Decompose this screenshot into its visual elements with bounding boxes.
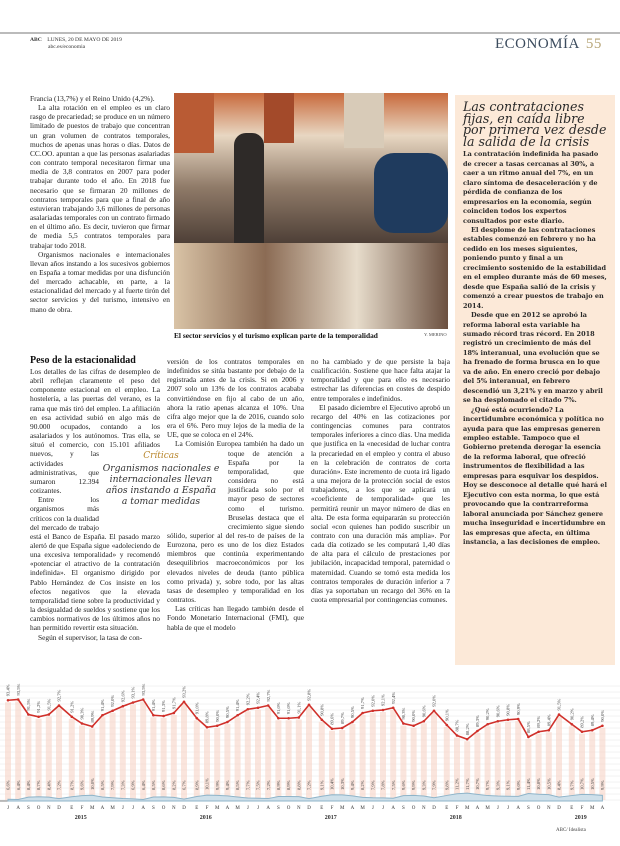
indefinidos-value-label: 8,5% bbox=[100, 780, 105, 790]
temporales-point bbox=[361, 712, 364, 715]
temporales-point bbox=[236, 714, 239, 717]
indefinidos-value-label: 10,1% bbox=[204, 778, 210, 790]
month-label: M bbox=[214, 806, 220, 811]
temporales-point bbox=[226, 721, 229, 724]
indefinidos-value-label: 7,5% bbox=[390, 780, 396, 790]
month-label: J bbox=[246, 806, 249, 811]
indefinidos-value-label: 9,9% bbox=[600, 780, 605, 790]
month-label: J bbox=[507, 806, 509, 811]
temporales-point bbox=[433, 709, 436, 712]
month-label: D bbox=[307, 806, 311, 811]
indefinidos-value-label: 8,6% bbox=[161, 780, 167, 790]
paragraph: versión de los contratos temporales en indefinidos se sitúa bastante por debajo de la registrada antes de la crisis. Si en 2006 y 2007 solo un 13% de los contratos acababa convirtiéndose en fijo al cabo de un año, ahora la ratio apenas alcanza el 10%. Una cifra algo mejor que la de 2016, cuando solo era el 6%. Pero muy lejos de la media de la UE, que se coloca en el 24%. bbox=[167, 357, 304, 440]
temporales-value-label: 92,7% bbox=[265, 689, 271, 702]
indefinidos-value-label: 9,6% bbox=[401, 780, 406, 790]
month-label: O bbox=[286, 806, 291, 811]
col-a-seg1: Los detalles de las cifras de desempleo de abril reflejan claramente el peso del componente estacional en el empleo. La hostelería, a las puertas del verano, es la rama que más tiró del empleo. La afiliación en esa actividad subió en algo más de 90.000 ocupados, contando a los asalariados y los autónomos. Tras ella, se situó el comercio, con 15.101 bbox=[30, 367, 160, 450]
temporales-value-label: 92,4% bbox=[390, 691, 396, 704]
temporales-value-label: 89,3% bbox=[475, 715, 480, 727]
temporales-point bbox=[162, 715, 165, 718]
temporales-point bbox=[216, 724, 219, 727]
temporales-point bbox=[277, 717, 280, 720]
temporales-value-label: 90,6% bbox=[421, 705, 427, 718]
temporales-point bbox=[173, 712, 176, 715]
section-title: ECONOMÍA bbox=[495, 36, 580, 52]
temporales-value-label: 93,5% bbox=[140, 683, 146, 696]
temporales-value-label: 89,4% bbox=[546, 714, 552, 727]
month-label: A bbox=[475, 806, 480, 811]
month-label: D bbox=[432, 806, 436, 811]
temporales-value-label: 93,1% bbox=[130, 686, 136, 699]
month-label: S bbox=[152, 806, 155, 811]
temporales-value-label: 93,2% bbox=[181, 685, 187, 698]
photo-credit: Y. MERINO bbox=[424, 332, 447, 337]
temporales-point bbox=[48, 713, 51, 716]
temporales-value-label: 89,8% bbox=[204, 711, 210, 724]
month-label: J bbox=[496, 806, 499, 811]
temporales-value-label: 92,8% bbox=[306, 688, 312, 701]
temporales-point bbox=[341, 727, 344, 730]
indefinidos-value-label: 7,2% bbox=[265, 780, 271, 790]
month-label: N bbox=[171, 806, 176, 811]
indefinidos-value-label: 8,5% bbox=[151, 780, 156, 790]
temporales-line bbox=[8, 700, 602, 740]
month-label: J bbox=[382, 806, 384, 811]
indefinidos-value-label: 8,5% bbox=[235, 780, 241, 790]
top-column bbox=[30, 94, 170, 314]
month-label: N bbox=[296, 806, 301, 811]
temporales-point bbox=[558, 713, 561, 716]
indefinidos-value-label: 10,8% bbox=[536, 778, 542, 790]
temporales-point bbox=[81, 722, 84, 725]
indefinidos-value-label: 11,2% bbox=[454, 778, 460, 790]
temporales-point bbox=[122, 705, 125, 708]
indefinidos-value-label: 9,0% bbox=[515, 780, 521, 790]
temporales-value-label: 93,4% bbox=[5, 684, 11, 697]
indefinidos-value-label: 9,6% bbox=[79, 780, 85, 790]
indefinidos-value-label: 7,7% bbox=[245, 780, 251, 790]
temporales-point bbox=[7, 699, 10, 702]
col-b-seg2: La Comisión Europea también ha dado un toque de atención a España por la temporalidad, que considera no está justificada solo por el mayor peso de sectores como el turismo. Bruselas destaca que el crecimiento sigue siendo sólido, superior al del res- bbox=[167, 439, 304, 540]
temporales-value-label: 90,3% bbox=[401, 707, 406, 720]
col-a-seg2b: Entre los organismos más críticos con la dualidad del mercado de trabajo está el Banco de España. El pasado marzo alertó de que España sigue «adoleciendo de una bbox=[30, 495, 160, 560]
temporales-point bbox=[196, 717, 199, 720]
indefinidos-area bbox=[8, 793, 602, 801]
temporales-point bbox=[372, 709, 375, 712]
temporales-value-label: 90,8% bbox=[319, 703, 325, 716]
month-label: E bbox=[195, 806, 199, 811]
paragraph: El pasado diciembre el Ejecutivo aprobó un recargo del 40% en las cotizaciones por contingencias comunes para contratos temporales inferiores a cinco días. Una medida que justifica en la «necesidad de luchar contra la precariedad en el empleo y contra el abuso en la celebración de contratos de corta duración». Este incremento de cuota irá ligado a una mejora de la protección social de estos trabajadores, a los que se aplicará un «coeficiente de temporalidad» que les permitirá reunir un mayor número de días en alta. De esta forma equipararán su protección social «con quienes han podido suscribir un contrato con una duración más amplia». Por cada día cotizado se les computará 1,40 días de alta para el cálculo de prestaciones por jubilación, incapacidad temporal, paternidad o maternidad. Cuando se tomó esta medida los contratos temporales de duración inferior a 7 días ya soportaban un recargo del 36% en la cuota empresarial por contingencias comunes. bbox=[311, 402, 450, 605]
temporales-value-label: 91,1% bbox=[296, 701, 302, 714]
month-label: A bbox=[600, 806, 605, 811]
temporales-value-label: 91,7% bbox=[360, 697, 366, 709]
temporales-point bbox=[91, 725, 94, 728]
temporales-point bbox=[206, 726, 209, 729]
temporales-value-label: 91,4% bbox=[151, 699, 156, 712]
temporales-value-label: 90,5% bbox=[350, 706, 355, 718]
temporales-point bbox=[142, 698, 145, 701]
temporales-value-label: 91,3% bbox=[161, 700, 167, 712]
year-label: 2015 bbox=[74, 815, 87, 821]
year-label: 2017 bbox=[324, 815, 337, 821]
paragraph: Organismos nacionales e internacionales llevan años instando a los sucesivos gobiernos en España a tomar medidas por una disfunción del mercado achacable, en parte, a la estacionalidad del mercado y al fuerte tirón del sector servicios y del turismo, intensivo en mano de obra. bbox=[30, 249, 170, 314]
indefinidos-value-label: 9,7% bbox=[569, 780, 575, 790]
month-label: E bbox=[320, 806, 324, 811]
indefinidos-value-label: 11,4% bbox=[526, 778, 531, 790]
month-label: A bbox=[100, 806, 105, 811]
indefinidos-value-label: 6,4% bbox=[15, 780, 21, 790]
temporales-point bbox=[402, 722, 405, 725]
paragraph: Francia (13,7%) y el Reino Unido (4,2%). bbox=[30, 94, 155, 103]
indefinidos-value-label: 7,3% bbox=[120, 780, 126, 790]
temporales-point bbox=[351, 721, 354, 724]
month-label: F bbox=[455, 806, 459, 811]
temporales-point bbox=[486, 723, 489, 726]
temporales-point bbox=[37, 715, 40, 718]
month-label: A bbox=[350, 806, 355, 811]
indefinidos-value-label: 10,4% bbox=[329, 778, 335, 790]
temporales-value-label: 92,1% bbox=[380, 694, 386, 706]
indefinidos-value-label: 7,9% bbox=[110, 780, 116, 790]
month-label: A bbox=[225, 806, 230, 811]
temporales-value-label: 89,4% bbox=[589, 714, 595, 727]
contracts-chart bbox=[0, 676, 620, 838]
month-label: N bbox=[546, 806, 551, 811]
temporales-point bbox=[412, 724, 415, 727]
month-label: A bbox=[516, 806, 521, 811]
temporales-point bbox=[507, 718, 510, 721]
page-number: 55 bbox=[585, 36, 602, 52]
paragraph: La alta rotación en el empleo es un claro rasgo de precariedad; se produce en un número limitado de puestos de trabajo que concentran un gran volumen de contratos temporales, muchos de apenas unas horas o días. Datos de CC.OO. apuntan a que las personas asalariadas con contrato temporal necesitaron firmar una media de 3,8 contratos en 2007 para poder trabajar durante todo el año. En 2018 fue necesario que se firmaran 20 millones de contratos temporales para que a final de año estuvieran trabajando 3,6 millones de personas asalariadas temporales con un contrato firmado en el último año. Es decir, tuvieron que firmar de media 5,5 contratos temporales para trabajar todo 2018. bbox=[30, 103, 170, 250]
indefinidos-value-label: 6,7% bbox=[181, 780, 187, 790]
col-b bbox=[167, 357, 304, 632]
temporales-value-label: 90,0% bbox=[411, 709, 417, 722]
temporales-value-label: 88,5% bbox=[526, 721, 531, 733]
temporales-value-label: 89,9% bbox=[89, 710, 95, 723]
temporales-value-label: 90,2% bbox=[485, 708, 491, 721]
indefinidos-value-label: 9,3% bbox=[421, 780, 427, 790]
month-label: S bbox=[277, 806, 280, 811]
indefinidos-value-label: 7,9% bbox=[370, 780, 376, 790]
temporales-value-label: 90,0% bbox=[600, 709, 605, 722]
temporales-value-label: 90,9% bbox=[515, 703, 521, 715]
temporales-point bbox=[456, 734, 459, 737]
month-stripe bbox=[464, 741, 470, 800]
temporales-value-label: 89,2% bbox=[536, 715, 542, 728]
indefinidos-value-label: 10,5% bbox=[589, 778, 595, 790]
indefinidos-value-label: 8,2% bbox=[171, 780, 177, 790]
indefinidos-value-label: 9,9% bbox=[411, 780, 417, 790]
indefinidos-value-label: 6,6% bbox=[5, 780, 11, 790]
temporales-point bbox=[321, 718, 324, 721]
month-label: N bbox=[46, 806, 51, 811]
temporales-value-label: 91,2% bbox=[36, 700, 42, 713]
temporales-point bbox=[132, 701, 135, 704]
temporales-point bbox=[423, 720, 426, 723]
month-label: M bbox=[235, 806, 240, 811]
temporales-point bbox=[152, 714, 155, 717]
temporales-value-label: 91,5% bbox=[26, 698, 31, 711]
article-lower-section bbox=[0, 355, 455, 642]
month-label: M bbox=[89, 806, 95, 811]
temporales-value-label: 90,3% bbox=[79, 707, 85, 720]
month-label: M bbox=[360, 806, 365, 811]
paragraph bbox=[30, 367, 220, 508]
temporales-value-label: 89,7% bbox=[339, 712, 345, 724]
date: LUNES, 20 DE MAYO DE 2019 bbox=[47, 37, 122, 43]
month-label: J bbox=[257, 806, 259, 811]
month-label: N bbox=[421, 806, 426, 811]
indefinidos-value-label: 8,2% bbox=[360, 780, 366, 790]
brand: ABC bbox=[30, 37, 42, 43]
month-label: A bbox=[141, 806, 146, 811]
temporales-value-label: 91,0% bbox=[286, 702, 292, 715]
month-label: F bbox=[80, 806, 84, 811]
indefinidos-value-label: 8,8% bbox=[296, 780, 302, 790]
temporales-point bbox=[308, 703, 311, 706]
temporales-value-label: 90,5% bbox=[225, 706, 230, 718]
indefinidos-value-label: 6,4% bbox=[140, 780, 146, 790]
temporales-value-label: 90,0% bbox=[214, 709, 220, 722]
temporales-point bbox=[601, 724, 604, 727]
temporales-value-label: 90,8% bbox=[505, 703, 511, 716]
temporales-point bbox=[71, 715, 74, 718]
temporales-point bbox=[571, 723, 574, 726]
temporales-point bbox=[537, 730, 540, 733]
sidebar-paragraph: Desde que en 2012 se aprobó la reforma laboral esta variable ha sumado récord tras récord. En 2018 registró un crecimiento de más del 18% interanual, una evolución que se ha frenado de forma brusca en lo que va de año. En enero creció por debajo del 5% interanual, en febrero descendió un 3,21% y en marzo y abril se ha desplomado el citado 7%. bbox=[463, 311, 603, 405]
indefinidos-value-label: 9,7% bbox=[485, 780, 491, 790]
temporales-value-label: 91,7% bbox=[171, 697, 177, 709]
temporales-value-label: 90,6% bbox=[495, 705, 501, 718]
temporales-value-label: 92,7% bbox=[56, 689, 62, 702]
indefinidos-value-label: 9,3% bbox=[495, 780, 501, 790]
year-label: 2016 bbox=[199, 815, 212, 821]
temporales-value-label: 92,0% bbox=[110, 694, 116, 707]
temporales-point bbox=[298, 716, 301, 719]
temporales-value-label: 92,4% bbox=[255, 691, 261, 704]
temporales-point bbox=[331, 727, 334, 730]
indefinidos-value-label: 8,9% bbox=[194, 780, 200, 790]
temporales-value-label: 89,2% bbox=[579, 715, 585, 728]
temporales-point bbox=[517, 718, 520, 721]
temporales-value-label: 92,6% bbox=[120, 690, 126, 703]
url: abc.es/economia bbox=[48, 43, 86, 50]
temporales-point bbox=[27, 713, 30, 716]
temporales-value-label: 88,2% bbox=[464, 723, 470, 736]
indefinidos-value-label: 10,0% bbox=[89, 778, 95, 790]
indefinidos-value-label: 9,4% bbox=[225, 780, 230, 790]
temporales-value-label: 92,0% bbox=[370, 694, 376, 707]
subheading: Peso de la estacionalidad bbox=[30, 355, 136, 366]
temporales-value-label: 90,1% bbox=[444, 709, 450, 721]
temporales-point bbox=[257, 706, 260, 709]
month-label: M bbox=[485, 806, 490, 811]
indefinidos-value-label: 9,9% bbox=[214, 780, 220, 790]
month-label: O bbox=[36, 806, 41, 811]
month-label: O bbox=[536, 806, 541, 811]
temporales-point bbox=[111, 709, 114, 712]
temporales-value-label: 91,0% bbox=[194, 702, 200, 715]
chart-credit: ABC/ Idealista bbox=[556, 828, 586, 833]
temporales-value-label: 89,6% bbox=[329, 712, 335, 725]
month-label: A bbox=[266, 806, 271, 811]
col-a-seg2a: afiliados nuevos, y las actividades administrativas, que sumaron 12.394 cotizantes. bbox=[30, 440, 160, 496]
paragraph: no ha cambiado y de que persiste la baja cualificación. Sostiene que hace falta atajar la temporalidad y que para ello es necesario estrechar las diferencias en costes de despido entre temporales e indefinidos. bbox=[311, 357, 450, 403]
temporales-value-label: 91,4% bbox=[100, 699, 105, 712]
temporales-value-label: 91,2% bbox=[69, 700, 75, 713]
temporales-value-label: 88,7% bbox=[454, 719, 460, 732]
month-label: E bbox=[70, 806, 74, 811]
col-b-seg3: to de países de la Eurozona, pero es uno de los diez Estados miembros que continúa experimentando desequilibrios macroeconómicos por los elevados niveles de deuda (tanto pública como privada) y, sobre todo, por las altas tasas de desempleo y temporalidad en los contratos. bbox=[167, 530, 304, 605]
temporales-point bbox=[101, 714, 104, 717]
indefinidos-value-label: 9,1% bbox=[505, 780, 511, 790]
indefinidos-value-label: 10,5% bbox=[546, 778, 552, 790]
indefinidos-value-label: 9,1% bbox=[319, 780, 325, 790]
month-label: D bbox=[57, 806, 61, 811]
year-label: 2018 bbox=[449, 815, 462, 821]
col-a bbox=[30, 355, 220, 642]
month-label: O bbox=[161, 806, 166, 811]
month-label: M bbox=[110, 806, 115, 811]
month-label: A bbox=[16, 806, 21, 811]
temporales-value-label: 92,0% bbox=[431, 694, 437, 707]
sidebar-box bbox=[455, 95, 615, 665]
indefinidos-value-label: 10,7% bbox=[475, 778, 480, 790]
indefinidos-value-label: 7,2% bbox=[306, 780, 312, 790]
masthead bbox=[30, 37, 122, 50]
month-label: D bbox=[557, 806, 561, 811]
indefinidos-value-label: 7,8% bbox=[380, 780, 386, 790]
month-label: F bbox=[580, 806, 584, 811]
temporales-value-label: 91,5% bbox=[556, 698, 562, 711]
month-label: J bbox=[7, 806, 9, 811]
indefinidos-value-label: 11,7% bbox=[464, 778, 470, 790]
month-label: A bbox=[391, 806, 396, 811]
pull-quote-text: Organismos nacionales e internacionales llevan años instando a España a tomar medidas bbox=[102, 463, 220, 508]
temporales-value-label: 91,5% bbox=[46, 698, 52, 711]
temporales-point bbox=[548, 729, 551, 732]
temporales-point bbox=[183, 700, 186, 703]
temporales-point bbox=[581, 730, 584, 733]
temporales-point bbox=[497, 720, 500, 723]
photo-caption: El sector servicios y el turismo explican parte de la temporalidad bbox=[174, 331, 378, 340]
month-label: O bbox=[411, 806, 416, 811]
temporales-point bbox=[527, 736, 530, 739]
indefinidos-value-label: 10,7% bbox=[579, 778, 585, 790]
month-label: E bbox=[570, 806, 574, 811]
pull-quote-slot bbox=[102, 449, 220, 525]
indefinidos-value-label: 9,4% bbox=[350, 780, 355, 790]
month-label: J bbox=[132, 806, 134, 811]
temporales-value-label: 93,5% bbox=[15, 683, 21, 696]
indefinidos-value-label: 8,4% bbox=[26, 780, 31, 790]
month-label: S bbox=[527, 806, 530, 811]
sidebar-paragraph: El desplome de las contrataciones estables comenzó en febrero y no ha cedido en los meses siguientes, poniendo punto y final a un crecimiento sostenido de la estabilidad en el empleo durante más de 60 meses, desde que España salió de la crisis y comenzó a crear puestos de trabajo en 2014. bbox=[463, 226, 607, 310]
sidebar-title: Las contrataciones fijas, en caída libre por primera vez desde la salida de la crisis bbox=[463, 99, 607, 149]
temporales-point bbox=[392, 706, 395, 709]
indefinidos-value-label: 6,9% bbox=[130, 780, 136, 790]
paragraph: Según el supervisor, la tasa de con- bbox=[38, 632, 143, 642]
sidebar-paragraph: ¿Qué está ocurriendo? La incertidumbre económica y política no ayuda para que las empresas generen empleo estable. Tampoco que el Gobierno pretenda derogar la esencia de la reforma laboral, que ofreció instrumentos de flexibilidad a las empresas para esquivar los despidos. Hoy se desconoce al detalle qué hará el Ejecutivo con esta norma, lo que está provocando que la contrarreforma laboral anunciada por Sánchez genere mucha inseguridad e incertidumbre en las empresas que afecta, en última instancia, a las decisiones de empleo. bbox=[463, 405, 607, 546]
month-label: J bbox=[371, 806, 374, 811]
indefinidos-value-label: 7,9% bbox=[431, 780, 437, 790]
temporales-point bbox=[17, 698, 20, 701]
temporales-point bbox=[58, 704, 61, 707]
temporales-value-label: 90,2% bbox=[569, 708, 575, 721]
temporales-point bbox=[247, 708, 250, 711]
temporales-point bbox=[446, 724, 449, 727]
month-label: M bbox=[339, 806, 345, 811]
pull-quote-gap bbox=[167, 449, 225, 525]
temporales-value-label: 91,0% bbox=[276, 702, 281, 715]
photo-terrace bbox=[174, 93, 448, 329]
month-label: S bbox=[27, 806, 30, 811]
month-label: D bbox=[182, 806, 186, 811]
month-label: S bbox=[402, 806, 405, 811]
temporales-value-label: 91,4% bbox=[235, 699, 241, 712]
temporales-point bbox=[287, 717, 290, 720]
month-label: F bbox=[330, 806, 334, 811]
indefinidos-value-label: 8,9% bbox=[286, 780, 292, 790]
sidebar-body bbox=[463, 150, 607, 547]
indefinidos-value-label: 7,2% bbox=[56, 780, 62, 790]
month-label: E bbox=[445, 806, 449, 811]
indefinidos-value-label: 8,7% bbox=[69, 780, 75, 790]
indefinidos-value-label: 8,7% bbox=[36, 780, 42, 790]
top-rule bbox=[0, 32, 620, 34]
month-label: F bbox=[205, 806, 209, 811]
temporales-point bbox=[382, 709, 385, 712]
temporales-point bbox=[466, 738, 469, 741]
temporales-point bbox=[476, 730, 479, 733]
paragraph: Las críticas han llegado también desde el Fondo Monetario Internacional (FMI), que habla de que el modelo bbox=[167, 604, 304, 632]
sidebar-paragraph: La contratación indefinida ha pasado de crecer a tasas cercanas al 30%, a caer a un ritmo anual del 7%, en un claro síntoma de desaceleración y de pérdida de confianza de los empresarios en la economía, según coinciden todos los expertos consultados por este diario. bbox=[463, 150, 599, 225]
temporales-point bbox=[267, 704, 270, 707]
indefinidos-value-label: 7,5% bbox=[255, 780, 261, 790]
pull-quote-kicker: Críticas bbox=[143, 451, 179, 462]
col-a-seg3: excesiva temporalidad» y recomendó «potenciar el atractivo de la contratación indefinida». El organismo dirigido por Pablo Hernández de Cos insiste en los efectos negativos que la elevada temporalidad tiene sobre la productividad y la desigualdad de sueldos y sostiene que los cambios normativos de los últimos años no han permitido revertir esta situación. bbox=[30, 550, 160, 633]
section-header bbox=[495, 36, 602, 53]
col-c bbox=[311, 357, 450, 604]
indefinidos-value-label: 9,8% bbox=[444, 780, 450, 790]
indefinidos-value-label: 8,4% bbox=[46, 780, 52, 790]
temporales-point bbox=[591, 729, 594, 732]
month-label: J bbox=[121, 806, 124, 811]
year-label: 2019 bbox=[574, 815, 587, 821]
indefinidos-value-label: 8,9% bbox=[276, 780, 281, 790]
temporales-value-label: 92,2% bbox=[245, 693, 251, 706]
month-label: M bbox=[589, 806, 595, 811]
indefinidos-value-label: 8,4% bbox=[556, 780, 562, 790]
month-label: M bbox=[464, 806, 470, 811]
indefinidos-value-label: 10,3% bbox=[339, 778, 345, 790]
